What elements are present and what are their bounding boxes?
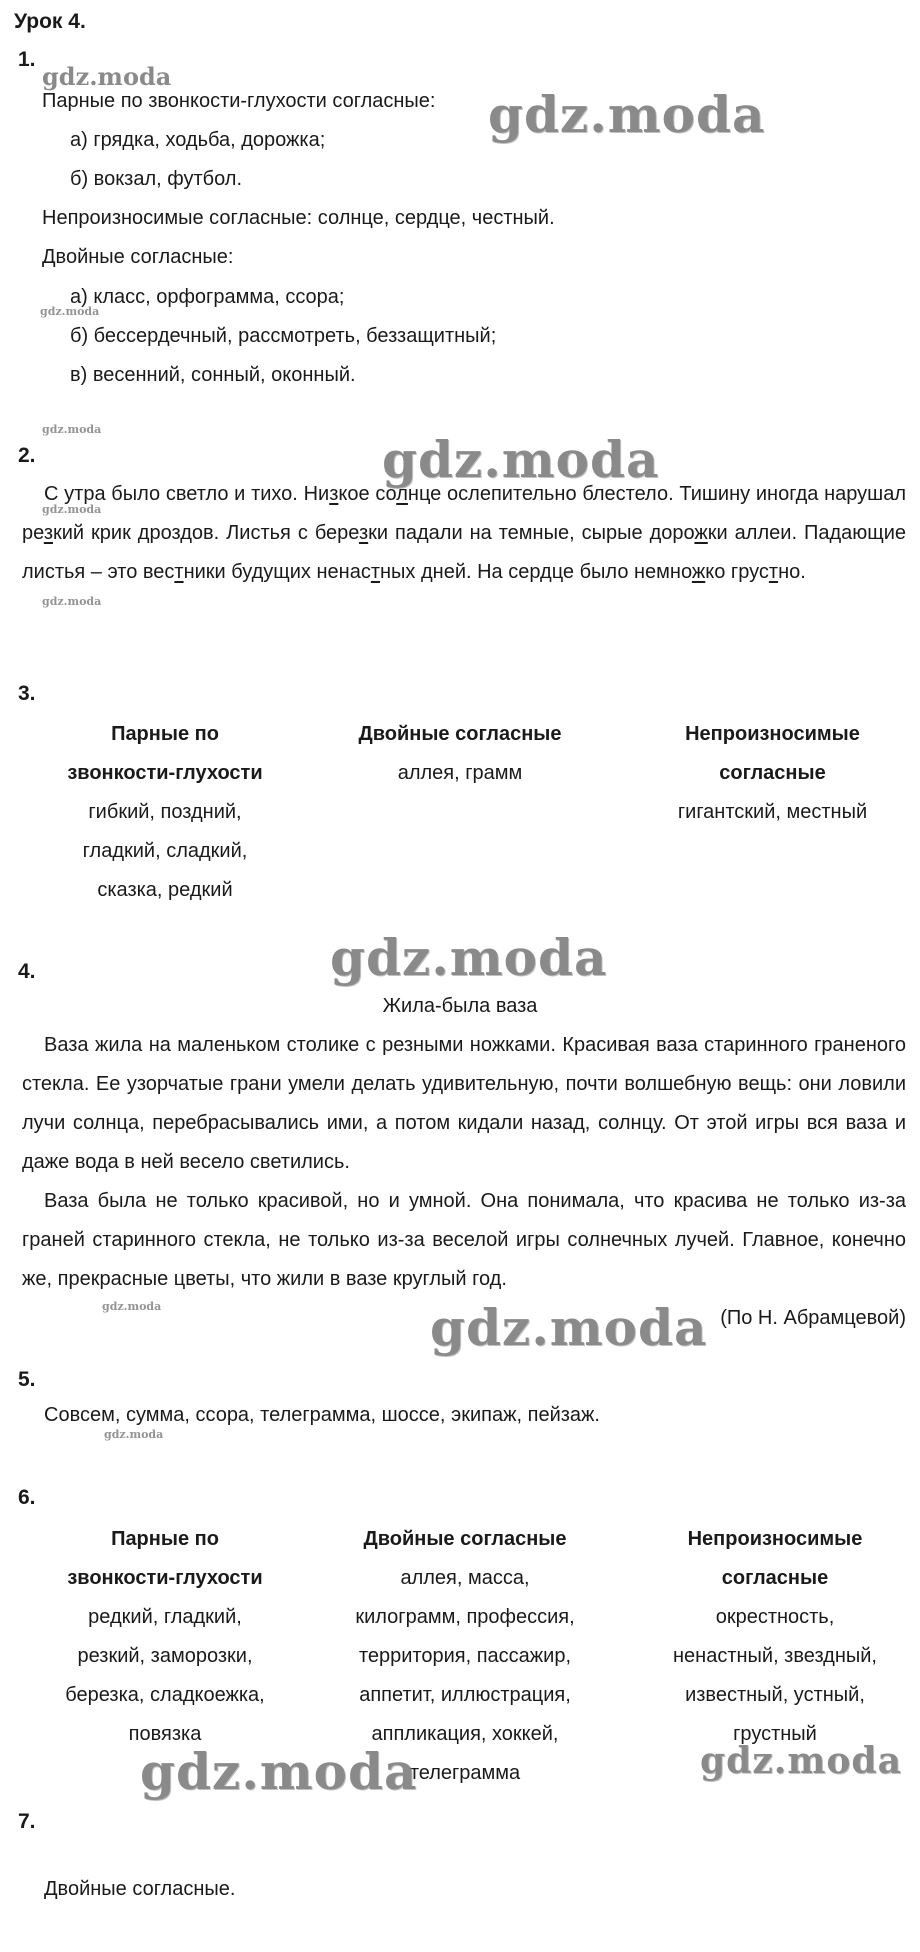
watermark: gdz.moda: [42, 595, 102, 608]
task-number-1: 1.: [18, 48, 36, 71]
column-item: березка, сладкоежка,: [65, 1684, 265, 1706]
underlined-letter: з: [329, 483, 339, 505]
column-item: сказка, редкий: [97, 879, 233, 901]
column-item: территория, пассажир,: [358, 1645, 572, 1667]
underlined-letter: ж: [694, 522, 708, 544]
column-item: гладкий, сладкий,: [82, 840, 248, 862]
task6-column-paired: [20, 1520, 310, 1754]
watermark: gdz.moda: [42, 423, 102, 436]
task3-column-silent: [640, 715, 905, 832]
column-header: согласные: [721, 1567, 829, 1589]
column-item: резкий, заморозки,: [77, 1645, 253, 1667]
task1-line: б) вокзал, футбол.: [70, 168, 243, 190]
underlined-letter: з: [43, 522, 53, 544]
story-heading: Жила-была ваза: [382, 995, 538, 1017]
task2-paragraph: [22, 475, 906, 592]
column-item: ненастный, звездный,: [672, 1645, 877, 1667]
column-item: гибкий, поздний,: [88, 801, 242, 823]
column-item: гигантский, местный: [677, 801, 868, 823]
task1-line: Парные по звонкости-глухости согласные:: [42, 90, 436, 112]
column-item: окрестность,: [715, 1606, 835, 1628]
column-header: звонкости-глухости: [67, 762, 263, 784]
watermark: gdz.moda: [700, 1740, 902, 1782]
underlined-letter: т: [174, 561, 184, 583]
column-header: Парные по: [111, 1528, 219, 1550]
task1-line: Двойные согласные:: [42, 246, 234, 268]
task1-line: Непроизносимые согласные: солнце, сердце, честный.: [42, 207, 555, 229]
underlined-letter: т: [768, 561, 779, 583]
column-header: Парные по: [111, 723, 219, 745]
task-number-3: 3.: [18, 682, 36, 705]
watermark: gdz.moda: [42, 62, 172, 91]
story-paragraph: Ваза жила на маленьком столике с резными ножками. Красивая ваза старинного граненого стекла. Ее узорчатые грани умели делать удивительную, почти волшебную вещь: они ловили лучи солнца, перебрасывались ими, а потом кидали назад, солнцу. От этой игры вся ваза и даже вода в ней весело светились.: [22, 1034, 906, 1173]
column-header: Непроизносимые: [687, 1528, 863, 1550]
underlined-letter: ж: [691, 561, 706, 583]
watermark: gdz.moda: [330, 928, 608, 987]
story-attribution: (По Н. Абрамцевой): [720, 1307, 906, 1329]
task1-line: в) весенний, сонный, оконный.: [70, 364, 356, 386]
column-header: звонкости-глухости: [67, 1567, 263, 1589]
column-header: согласные: [719, 762, 826, 784]
column-item: аппетит, иллюстрация,: [359, 1684, 571, 1706]
column-item: аппликация, хоккей,: [371, 1723, 559, 1745]
task1-line: а) грядка, ходьба, дорожка;: [70, 129, 326, 151]
underlined-letter: т: [370, 561, 380, 583]
watermark: gdz.moda: [102, 1300, 162, 1313]
underlined-letter: л: [396, 483, 408, 505]
task1-line: а) класс, орфограмма, ссора;: [70, 286, 345, 308]
task-number-4: 4.: [18, 960, 36, 983]
task3-column-double: [320, 715, 600, 793]
task-number-6: 6.: [18, 1486, 36, 1509]
column-item: аллея, грамм: [397, 762, 523, 784]
watermark: gdz.moda: [104, 1428, 164, 1441]
underlined-letter: з: [358, 522, 369, 544]
watermark: gdz.moda: [40, 305, 100, 318]
watermark: gdz.moda: [488, 85, 766, 144]
task5-text: Совсем, сумма, ссора, телеграмма, шоссе, экипаж, пейзаж.: [44, 1404, 600, 1426]
column-item: килограмм, профессия,: [355, 1606, 575, 1628]
column-item: телеграмма: [409, 1762, 521, 1784]
column-item: редкий, гладкий,: [88, 1606, 242, 1628]
task6-column-silent: [640, 1520, 910, 1754]
task3-column-paired: [20, 715, 310, 910]
watermark: gdz.moda: [42, 503, 102, 516]
lesson-title: Урок 4.: [14, 10, 86, 33]
task-number-5: 5.: [18, 1368, 36, 1391]
underlined-letter: д: [540, 561, 552, 583]
task-number-7: 7.: [18, 1810, 36, 1833]
watermark: gdz.moda: [430, 1298, 708, 1357]
story-paragraph: Ваза была не только красивой, но и умной. Она понимала, что красива не только из-за граней старинного стекла, не только из-за веселой игры солнечных лучей. Главное, конечно же, прекрасные цветы, что жили в вазе круглый год.: [22, 1190, 906, 1290]
task1-line: б) бессердечный, рассмотреть, беззащитный;: [70, 325, 497, 347]
column-header: Двойные согласные: [363, 1528, 567, 1550]
column-item: повязка: [128, 1723, 202, 1745]
column-item: известный, устный,: [685, 1684, 865, 1706]
column-item: грустный: [733, 1723, 817, 1745]
column-header: Непроизносимые: [685, 723, 860, 745]
task7-text: Двойные согласные.: [44, 1878, 236, 1900]
task2-text: С утра было светло и тихо. Низкое солнце ослепительно блестело. Тишину иногда нарушал резкий крик дроздов. Листья с березки падали на темные, сырые дорожки аллеи. Падающие листья – это вестники будущих ненастных дней. На сердце было немножко грустно.: [22, 483, 907, 583]
task4-text: [22, 1026, 906, 1338]
column-item: аллея, масса,: [400, 1567, 530, 1589]
column-header: Двойные согласные: [358, 723, 562, 745]
task-number-2: 2.: [18, 444, 36, 467]
watermark: gdz.moda: [382, 430, 660, 489]
watermark: gdz.moda: [140, 1742, 418, 1801]
